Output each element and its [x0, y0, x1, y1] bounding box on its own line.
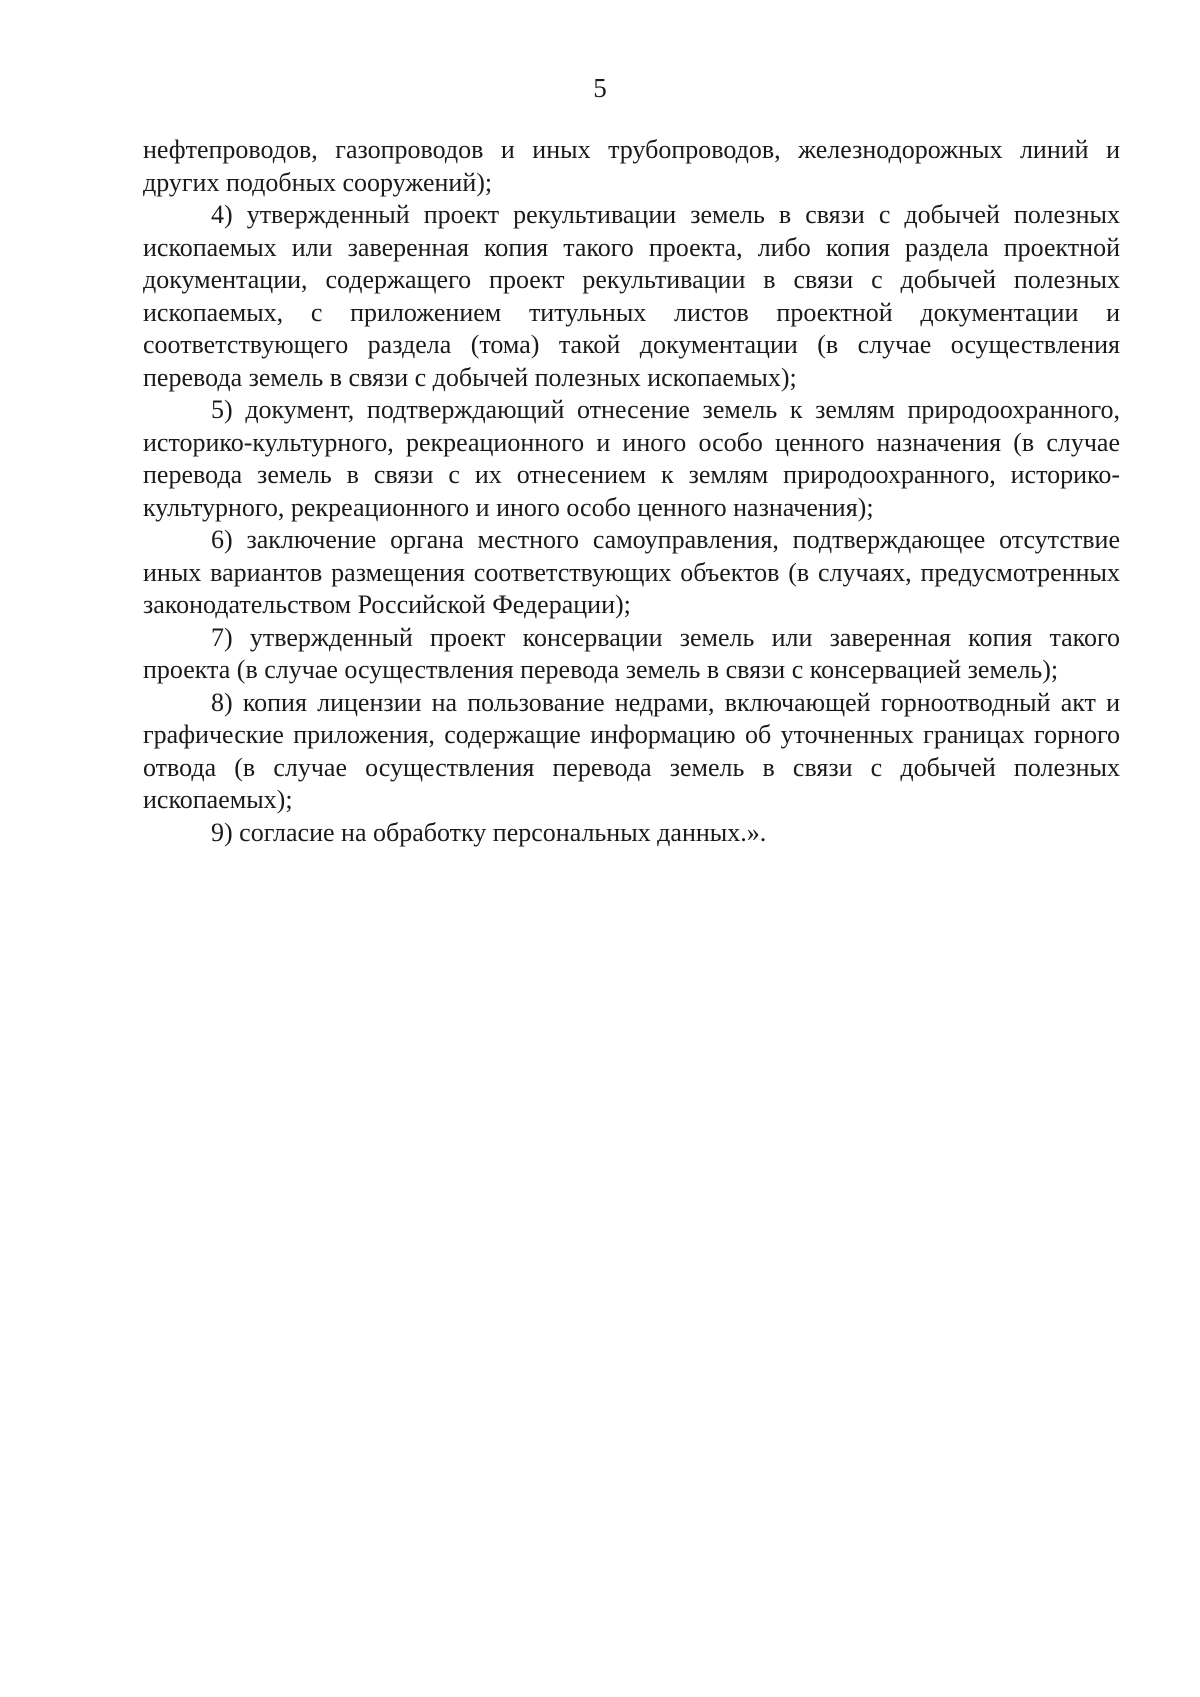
- list-item-8: 8) копия лицензии на пользование недрами, включающей горноотводный акт и графические приложения, содержащие информацию об уточненных границах горного отвода (в случае осуществления перевода земель в связи с добычей полезных ископаемых);: [143, 687, 1120, 814]
- page-number: 5: [593, 73, 607, 103]
- document-body: [143, 134, 1120, 849]
- list-item-4: 4) утвержденный проект рекультивации земель в связи с добычей полезных ископаемых или заверенная копия такого проекта, либо копия раздела проектной документации, содержащего проект рекультивации в связи с добычей полезных ископаемых, с приложением титульных листов проектной документации и соответствующего раздела (тома) такой документации (в случае осуществления перевода земель в связи с добычей полезных ископаемых);: [143, 200, 1120, 392]
- list-item-5: 5) документ, подтверждающий отнесение земель к землям природоохранного, историко-культурного, рекреационного и иного особо ценного назначения (в случае перевода земель в связи с их отнесением к землям природоохранного, историко-культурного, рекреационного и иного особо ценного назначения);: [143, 395, 1120, 522]
- paragraph-continuation: нефтепроводов, газопроводов и иных трубопроводов, железнодорожных линий и других подобных сооружений);: [143, 135, 1120, 197]
- list-item-9: 9) согласие на обработку персональных данных.».: [211, 817, 767, 847]
- list-item-7: 7) утвержденный проект консервации земель или заверенная копия такого проекта (в случае осуществления перевода земель в связи с консервацией земель);: [143, 622, 1120, 684]
- list-item-6: 6) заключение органа местного самоуправления, подтверждающее отсутствие иных вариантов размещения соответствующих объектов (в случаях, предусмотренных законодательством Российской Федерации);: [143, 525, 1120, 619]
